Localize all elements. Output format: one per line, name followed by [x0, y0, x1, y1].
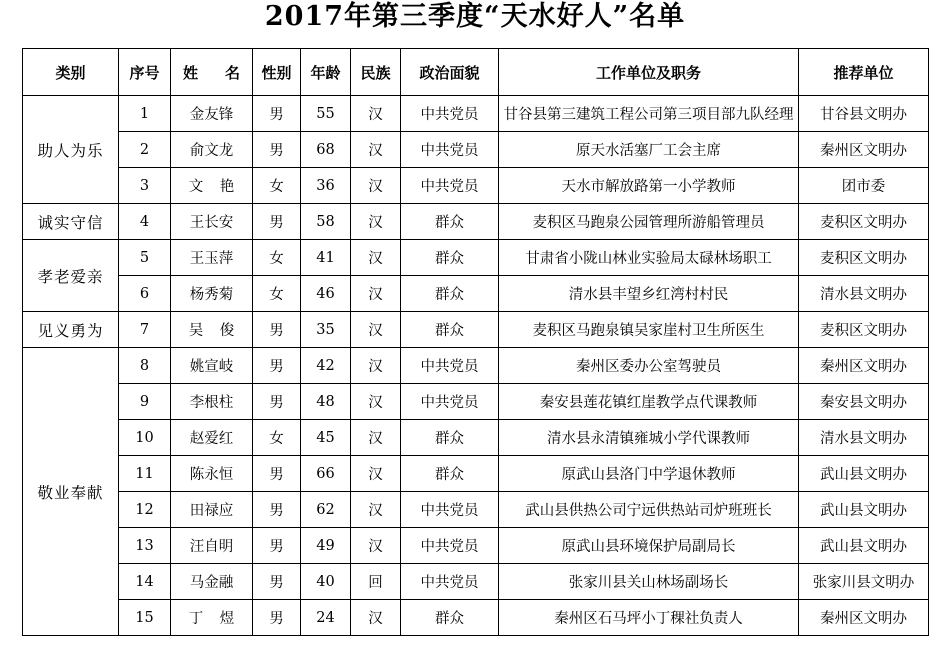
- header-name: 姓 名: [171, 49, 253, 96]
- political-status-cell: 中共党员: [401, 96, 499, 132]
- political-status-cell: 群众: [401, 276, 499, 312]
- gender-cell: 女: [253, 420, 301, 456]
- recommending-unit-cell: 麦积区文明办: [799, 312, 929, 348]
- index-cell: 3: [119, 168, 171, 204]
- gender-cell: 男: [253, 456, 301, 492]
- recommending-unit-cell: 秦州区文明办: [799, 132, 929, 168]
- table-row: [23, 204, 929, 240]
- work-unit-cell: 原武山县环境保护局副局长: [499, 528, 799, 564]
- recommending-unit-cell: 武山县文明办: [799, 528, 929, 564]
- ethnicity-cell: 汉: [351, 132, 401, 168]
- recommending-unit-cell: 麦积区文明办: [799, 240, 929, 276]
- table-header: [23, 49, 929, 96]
- index-cell: 12: [119, 492, 171, 528]
- work-unit-cell: 原天水活塞厂工会主席: [499, 132, 799, 168]
- index-cell: 14: [119, 564, 171, 600]
- index-cell: 2: [119, 132, 171, 168]
- gender-cell: 男: [253, 96, 301, 132]
- category-cell: 助人为乐: [23, 96, 119, 204]
- name-cell: 吴 俊: [171, 312, 253, 348]
- header-recommending-unit: 推荐单位: [799, 49, 929, 96]
- ethnicity-cell: 回: [351, 564, 401, 600]
- index-cell: 9: [119, 384, 171, 420]
- table-row: [23, 240, 929, 276]
- gender-cell: 女: [253, 168, 301, 204]
- work-unit-cell: 天水市解放路第一小学教师: [499, 168, 799, 204]
- header-work-unit-position: 工作单位及职务: [499, 49, 799, 96]
- table-header-row: [23, 49, 929, 96]
- index-cell: 10: [119, 420, 171, 456]
- recommending-unit-cell: 秦州区文明办: [799, 348, 929, 384]
- age-cell: 66: [301, 456, 351, 492]
- age-cell: 58: [301, 204, 351, 240]
- index-cell: 13: [119, 528, 171, 564]
- table-row: [23, 132, 929, 168]
- ethnicity-cell: 汉: [351, 492, 401, 528]
- age-cell: 48: [301, 384, 351, 420]
- index-cell: 1: [119, 96, 171, 132]
- age-cell: 41: [301, 240, 351, 276]
- age-cell: 35: [301, 312, 351, 348]
- category-cell: 诚实守信: [23, 204, 119, 240]
- work-unit-cell: 秦州区石马坪小丁稞社负责人: [499, 600, 799, 636]
- gender-cell: 女: [253, 276, 301, 312]
- recommending-unit-cell: 甘谷县文明办: [799, 96, 929, 132]
- name-cell: 陈永恒: [171, 456, 253, 492]
- ethnicity-cell: 汉: [351, 600, 401, 636]
- table-row: [23, 600, 929, 636]
- age-cell: 24: [301, 600, 351, 636]
- political-status-cell: 群众: [401, 312, 499, 348]
- table-row: [23, 492, 929, 528]
- recommending-unit-cell: 秦州区文明办: [799, 600, 929, 636]
- ethnicity-cell: 汉: [351, 420, 401, 456]
- category-cell: 见义勇为: [23, 312, 119, 348]
- header-ethnicity: 民族: [351, 49, 401, 96]
- gender-cell: 女: [253, 240, 301, 276]
- age-cell: 49: [301, 528, 351, 564]
- header-political-status: 政治面貌: [401, 49, 499, 96]
- ethnicity-cell: 汉: [351, 168, 401, 204]
- name-cell: 金友锋: [171, 96, 253, 132]
- gender-cell: 男: [253, 348, 301, 384]
- index-cell: 4: [119, 204, 171, 240]
- recommending-unit-cell: 团市委: [799, 168, 929, 204]
- age-cell: 40: [301, 564, 351, 600]
- work-unit-cell: 甘谷县第三建筑工程公司第三项目部九队经理: [499, 96, 799, 132]
- age-cell: 68: [301, 132, 351, 168]
- name-cell: 田禄应: [171, 492, 253, 528]
- political-status-cell: 中共党员: [401, 564, 499, 600]
- age-cell: 46: [301, 276, 351, 312]
- recommending-unit-cell: 武山县文明办: [799, 456, 929, 492]
- work-unit-cell: 秦州区委办公室驾驶员: [499, 348, 799, 384]
- index-cell: 7: [119, 312, 171, 348]
- index-cell: 8: [119, 348, 171, 384]
- work-unit-cell: 张家川县关山林场副场长: [499, 564, 799, 600]
- header-age: 年龄: [301, 49, 351, 96]
- recommending-unit-cell: 清水县文明办: [799, 276, 929, 312]
- name-cell: 赵爱红: [171, 420, 253, 456]
- political-status-cell: 中共党员: [401, 168, 499, 204]
- gender-cell: 男: [253, 204, 301, 240]
- table-row: [23, 456, 929, 492]
- political-status-cell: 中共党员: [401, 132, 499, 168]
- gender-cell: 男: [253, 492, 301, 528]
- age-cell: 36: [301, 168, 351, 204]
- table-body: [23, 96, 929, 636]
- table-row: [23, 528, 929, 564]
- name-cell: 汪自明: [171, 528, 253, 564]
- ethnicity-cell: 汉: [351, 204, 401, 240]
- work-unit-cell: 武山县供热公司宁远供热站司炉班班长: [499, 492, 799, 528]
- gender-cell: 男: [253, 384, 301, 420]
- table-row: [23, 420, 929, 456]
- recommending-unit-cell: 张家川县文明办: [799, 564, 929, 600]
- table-row: [23, 348, 929, 384]
- ethnicity-cell: 汉: [351, 96, 401, 132]
- name-cell: 李根柱: [171, 384, 253, 420]
- age-cell: 45: [301, 420, 351, 456]
- table-row: [23, 96, 929, 132]
- index-cell: 15: [119, 600, 171, 636]
- category-cell: 孝老爱亲: [23, 240, 119, 312]
- header-index: 序号: [119, 49, 171, 96]
- name-cell: 王玉萍: [171, 240, 253, 276]
- table-row: [23, 384, 929, 420]
- recommending-unit-cell: 秦安县文明办: [799, 384, 929, 420]
- ethnicity-cell: 汉: [351, 240, 401, 276]
- ethnicity-cell: 汉: [351, 312, 401, 348]
- name-cell: 王长安: [171, 204, 253, 240]
- name-cell: 马金融: [171, 564, 253, 600]
- political-status-cell: 群众: [401, 420, 499, 456]
- index-cell: 6: [119, 276, 171, 312]
- ethnicity-cell: 汉: [351, 528, 401, 564]
- gender-cell: 男: [253, 564, 301, 600]
- political-status-cell: 中共党员: [401, 348, 499, 384]
- header-category: 类别: [23, 49, 119, 96]
- work-unit-cell: 原武山县洛门中学退休教师: [499, 456, 799, 492]
- work-unit-cell: 麦积区马跑泉镇吴家崖村卫生所医生: [499, 312, 799, 348]
- name-cell: 丁 煜: [171, 600, 253, 636]
- recommending-unit-cell: 武山县文明办: [799, 492, 929, 528]
- roster-table: [22, 48, 929, 636]
- work-unit-cell: 甘肃省小陇山林业实验局太碌林场职工: [499, 240, 799, 276]
- table-row: [23, 564, 929, 600]
- work-unit-cell: 麦积区马跑泉公园管理所游船管理员: [499, 204, 799, 240]
- ethnicity-cell: 汉: [351, 456, 401, 492]
- gender-cell: 男: [253, 312, 301, 348]
- work-unit-cell: 清水县丰望乡红湾村村民: [499, 276, 799, 312]
- age-cell: 42: [301, 348, 351, 384]
- name-cell: 俞文龙: [171, 132, 253, 168]
- recommending-unit-cell: 清水县文明办: [799, 420, 929, 456]
- roster-table-container: [0, 48, 950, 636]
- name-cell: 文 艳: [171, 168, 253, 204]
- table-row: [23, 276, 929, 312]
- header-gender: 性别: [253, 49, 301, 96]
- name-cell: 姚宣岐: [171, 348, 253, 384]
- age-cell: 55: [301, 96, 351, 132]
- gender-cell: 男: [253, 600, 301, 636]
- page-title: 2017年第三季度“天水好人”名单: [264, 1, 686, 32]
- political-status-cell: 中共党员: [401, 492, 499, 528]
- political-status-cell: 中共党员: [401, 528, 499, 564]
- gender-cell: 男: [253, 528, 301, 564]
- ethnicity-cell: 汉: [351, 348, 401, 384]
- political-status-cell: 群众: [401, 240, 499, 276]
- recommending-unit-cell: 麦积区文明办: [799, 204, 929, 240]
- category-cell: 敬业奉献: [23, 348, 119, 636]
- table-row: [23, 168, 929, 204]
- political-status-cell: 群众: [401, 600, 499, 636]
- political-status-cell: 中共党员: [401, 384, 499, 420]
- table-row: [23, 312, 929, 348]
- work-unit-cell: 清水县永清镇雍城小学代课教师: [499, 420, 799, 456]
- index-cell: 5: [119, 240, 171, 276]
- gender-cell: 男: [253, 132, 301, 168]
- political-status-cell: 群众: [401, 204, 499, 240]
- ethnicity-cell: 汉: [351, 276, 401, 312]
- name-cell: 杨秀菊: [171, 276, 253, 312]
- work-unit-cell: 秦安县莲花镇红崖教学点代课教师: [499, 384, 799, 420]
- political-status-cell: 群众: [401, 456, 499, 492]
- ethnicity-cell: 汉: [351, 384, 401, 420]
- age-cell: 62: [301, 492, 351, 528]
- index-cell: 11: [119, 456, 171, 492]
